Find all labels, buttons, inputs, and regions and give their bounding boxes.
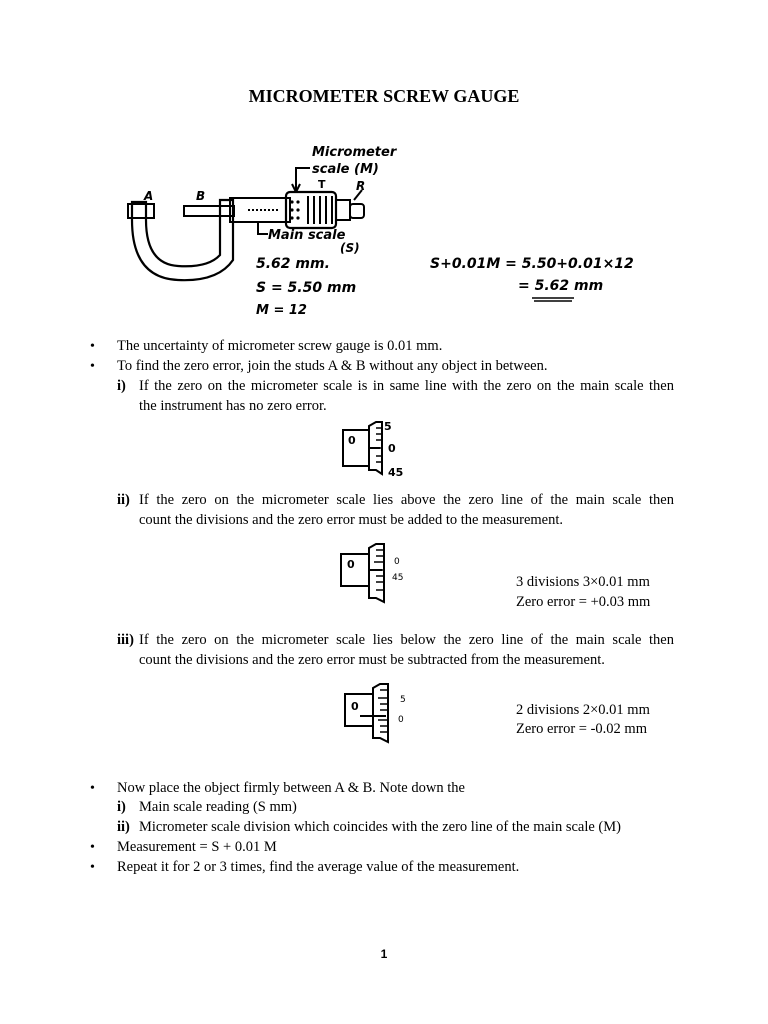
list-item: • Measurement = S + 0.01 M <box>90 839 277 855</box>
formula-line1: S+0.01M = 5.50+0.01×12 <box>430 256 634 272</box>
sub-item-text: If the zero on the micrometer scale lies below the zero line of the main scale then <box>139 632 674 648</box>
zero-error-value: Zero error = +0.03 mm <box>516 594 651 610</box>
label-b: B <box>196 189 206 203</box>
list-item: • Repeat it for 2 or 3 times, find the average value of the measurement. <box>90 859 520 875</box>
diagram3-bottom-label: 0 <box>398 715 404 725</box>
label-main-scale: Main scale <box>268 228 346 243</box>
sub-item-label: ii) <box>117 819 130 835</box>
diagram1-bottom-label: 45 <box>388 466 404 479</box>
label-t: T <box>318 178 326 191</box>
sub-item-text: count the divisions and the zero error must be added to the measurement. <box>139 512 563 528</box>
label-micrometer: Micrometer <box>312 145 397 160</box>
diagram2-bottom-label: 45 <box>392 573 404 583</box>
diagram1-mid-label: 0 <box>388 442 396 455</box>
zero-error-negative-diagram <box>340 680 450 750</box>
label-s: (S) <box>340 241 360 255</box>
zero-error-positive-diagram <box>336 540 446 610</box>
sub-item-label: i) <box>117 378 126 394</box>
zero-error-value: Zero error = -0.02 mm <box>516 721 647 737</box>
diagram2-top-label: 0 <box>394 557 400 567</box>
sub-item-text: Main scale reading (S mm) <box>139 799 297 815</box>
page-number: 1 <box>380 947 388 961</box>
sub-item-text: count the divisions and the zero error must be subtracted from the measurement. <box>139 652 605 668</box>
sub-item-label: ii) <box>117 492 130 508</box>
svg-text:0: 0 <box>347 558 355 571</box>
m-value: M = 12 <box>256 303 307 318</box>
label-scale-m: scale (M) <box>312 162 379 177</box>
zero-error-note: 2 divisions 2×0.01 mm <box>516 702 650 718</box>
s-value: S = 5.50 mm <box>256 280 357 296</box>
formula-figure <box>428 248 658 306</box>
diagram1-top-label: 5 <box>384 420 392 433</box>
page-title: MICROMETER SCREW GAUGE <box>248 86 520 106</box>
svg-text:0: 0 <box>348 434 356 447</box>
sub-item-label: i) <box>117 799 126 815</box>
list-item: • The uncertainty of micrometer screw gauge is 0.01 mm. <box>90 338 443 354</box>
reading-value: 5.62 mm. <box>256 256 330 272</box>
svg-text:0: 0 <box>351 700 359 713</box>
micrometer-figure <box>118 140 408 322</box>
label-a: A <box>144 189 154 203</box>
list-item: • To find the zero error, join the studs A & B without any object in between. <box>90 358 548 374</box>
zero-error-note: 3 divisions 3×0.01 mm <box>516 574 650 590</box>
formula-line2: = 5.62 mm <box>518 278 604 294</box>
zero-error-none-diagram <box>338 420 418 480</box>
label-r: R <box>356 179 366 193</box>
diagram3-top-label: 5 <box>400 695 406 705</box>
sub-item-label: iii) <box>117 632 134 648</box>
sub-item-text: If the zero on the micrometer scale is in same line with the zero on the main scale then <box>139 378 674 394</box>
sub-item-text: If the zero on the micrometer scale lies above the zero line of the main scale then <box>139 492 674 508</box>
list-item: • Now place the object firmly between A & B. Note down the <box>90 780 465 796</box>
sub-item-text: Micrometer scale division which coincides with the zero line of the main scale (M) <box>139 819 621 835</box>
sub-item-text: the instrument has no zero error. <box>139 398 327 414</box>
